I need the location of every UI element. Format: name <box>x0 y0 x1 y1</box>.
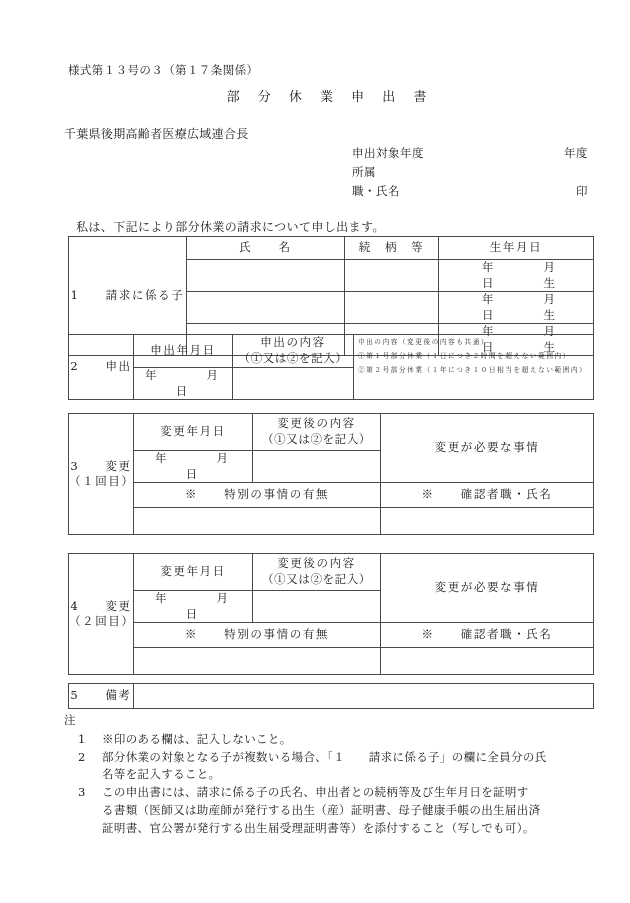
table-row <box>69 237 594 260</box>
special-circumstance-value[interactable] <box>134 508 381 535</box>
subheader-special-circumstance: ※ 特別の事情の有無 <box>134 623 381 648</box>
header-name: 氏 名 <box>187 237 345 260</box>
header-change-content <box>253 554 381 591</box>
declaration-statement: 私は、下記により部分休業の請求について申し出ます。 <box>76 220 385 234</box>
table-row <box>69 483 594 508</box>
header-change-content <box>253 414 381 451</box>
note-line: ※印のある欄は、記入しないこと。 <box>102 731 292 746</box>
section1-row-label: 1 請求に係る子 <box>69 237 187 356</box>
note-number: 3 <box>78 785 86 800</box>
note-item <box>64 784 594 837</box>
child-relation-1[interactable] <box>345 260 439 292</box>
guidance-option-1: ①第１号部分休業（１日につき２時間を超えない範囲内） <box>358 351 571 360</box>
child-name-1[interactable] <box>187 260 345 292</box>
note-body <box>102 784 594 837</box>
child-relation-2[interactable] <box>345 292 439 324</box>
change-date-value[interactable]: 年 月 日 <box>134 451 253 483</box>
affiliation-row <box>352 164 590 183</box>
section5-row-label: 5 備考 <box>69 684 134 709</box>
header-birthdate: 生年月日 <box>439 237 594 260</box>
section5-table <box>68 683 594 709</box>
fiscal-year-unit: 年度 <box>564 146 588 160</box>
notes-heading: 注 <box>64 713 76 727</box>
section2-guidance <box>354 335 594 400</box>
remarks-value[interactable] <box>134 684 594 709</box>
table-row <box>69 335 594 368</box>
section4-table <box>68 553 594 675</box>
name-label: 職・氏名 <box>352 184 400 198</box>
confirmer-value[interactable] <box>381 648 594 675</box>
note-item <box>64 749 594 785</box>
section3-row-label-line2: （１回目） <box>69 474 135 489</box>
section4-row-label <box>69 554 134 675</box>
guidance-option-2: ②第２号部分休業（１年につき１０日相当を超えない範囲内） <box>358 365 588 374</box>
child-birth-2[interactable]: 年 月 日 生 <box>439 292 594 324</box>
header-application-content <box>233 335 354 368</box>
table-row <box>69 508 594 535</box>
subheader-confirmer: ※ 確認者職・氏名 <box>381 483 594 508</box>
section3-row-label-line1: 3 変更 <box>70 458 132 473</box>
note-line: る書類（医師又は助産師が発行する出生（産）証明書、母子健康手帳の出生届出済 <box>102 803 541 818</box>
header-change-content-line2: （①又は②を記入） <box>262 572 371 586</box>
notes-section <box>64 712 594 838</box>
fiscal-year-label: 申出対象年度 <box>352 146 424 160</box>
table-row <box>69 623 594 648</box>
seal-mark: 印 <box>576 184 588 198</box>
note-item <box>64 731 594 749</box>
child-birth-1[interactable]: 年 月 日 生 <box>439 260 594 292</box>
note-body <box>102 731 594 749</box>
table-row <box>69 648 594 675</box>
header-application-content-line2: （①又は②を記入） <box>238 351 348 365</box>
page-title: 部 分 休 業 申 出 書 <box>226 90 434 105</box>
section3-table <box>68 413 594 535</box>
table-row <box>69 684 594 709</box>
header-change-reason: 変更が必要な事情 <box>381 414 594 483</box>
note-line: この申出書には、請求に係る子の氏名、申出者との続柄等及び生年月日を証明す <box>102 785 529 800</box>
section2-table <box>68 334 594 400</box>
special-circumstance-value[interactable] <box>134 648 381 675</box>
section3-row-label <box>69 414 134 535</box>
table-row <box>69 554 594 591</box>
section4-row-label-line2: （２回目） <box>69 614 135 629</box>
addressee: 千葉県後期高齢者医療広域連合長 <box>64 127 249 141</box>
subheader-special-circumstance: ※ 特別の事情の有無 <box>134 483 381 508</box>
guidance-heading: 申出の内容（変更後の内容も共通） <box>358 338 490 346</box>
confirmer-value[interactable] <box>381 508 594 535</box>
header-change-date: 変更年月日 <box>134 414 253 451</box>
affiliation-label: 所属 <box>352 165 376 179</box>
note-line: 部分休業の対象となる子が複数いる場合、「１ 請求に係る子」の欄に全員分の氏 <box>102 749 547 764</box>
header-change-date: 変更年月日 <box>134 554 253 591</box>
change-date-value[interactable]: 年 月 日 <box>134 591 253 623</box>
name-row <box>352 183 590 202</box>
header-change-reason: 変更が必要な事情 <box>381 554 594 623</box>
note-line: 証明書、官公署が発行する出生届受理証明書等）を添付すること（写しでも可）。 <box>102 820 535 835</box>
application-date-value[interactable]: 年 月 日 <box>134 368 233 400</box>
section4-row-label-line1: 4 変更 <box>70 598 132 613</box>
form-number: 様式第１３号の３（第１７条関係） <box>68 63 259 77</box>
header-change-content-line1: 変更後の内容 <box>277 556 356 571</box>
fiscal-year-row <box>352 145 590 164</box>
note-number: 1 <box>78 731 86 746</box>
header-change-content-line2: （①又は②を記入） <box>262 432 371 446</box>
header-application-date: 申出年月日 <box>134 335 233 368</box>
note-body <box>102 749 594 785</box>
note-number: 2 <box>78 749 86 764</box>
header-application-content-line1: 申出の内容 <box>260 335 326 350</box>
table-row <box>69 414 594 451</box>
section2-row-label: 2 申出 <box>69 335 134 400</box>
header-change-content-line1: 変更後の内容 <box>277 416 356 431</box>
child-birth-3[interactable]: 年 月 日 生 <box>439 324 594 356</box>
note-line: 名等を記入すること。 <box>102 767 221 782</box>
applicant-block <box>352 145 590 202</box>
header-relation: 続 柄 等 <box>345 237 439 260</box>
subheader-confirmer: ※ 確認者職・氏名 <box>381 623 594 648</box>
child-name-2[interactable] <box>187 292 345 324</box>
